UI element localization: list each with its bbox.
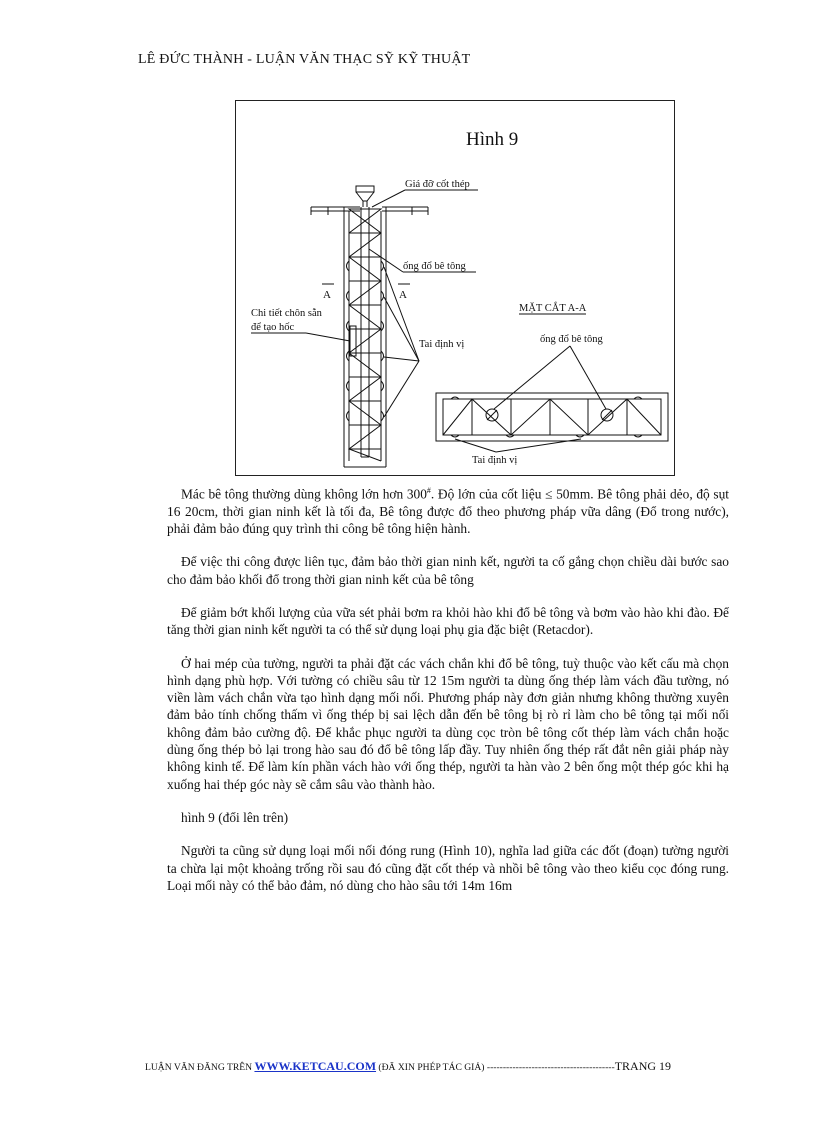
footer-suffix: (ĐÃ XIN PHÉP TÁC GIẢ) ---------------------------------------- bbox=[376, 1062, 615, 1073]
section-marker-right bbox=[398, 284, 410, 301]
paragraph-2: Để việc thi công được liên tục, đảm bảo thời gian ninh kết, người ta cố gắng chọn chiều dài bước sao cho đảm bảo khối đổ trong thời gian ninh kết của bê tông bbox=[167, 554, 729, 587]
page-footer bbox=[145, 1059, 671, 1074]
wall-column bbox=[344, 207, 386, 467]
svg-text:A: A bbox=[399, 289, 407, 301]
page-number: TRANG 19 bbox=[614, 1059, 672, 1073]
label-pipe: ống đổ bê tông bbox=[403, 261, 466, 272]
section-aa-drawing bbox=[436, 393, 668, 441]
label-spacer: Tai định vị bbox=[419, 339, 465, 350]
label-section-pipe: ống đổ bê tông bbox=[540, 334, 603, 345]
paragraph-6: Người ta cũng sử dụng loại mối nối đóng rung (Hình 10), nghĩa lad giữa các đốt (đoạn) tường người ta chừa lại một khoảng trống rồi sau đó cũng đặt cốt thép và nhồi bê tông vào theo kiểu cọc đóng rung. Loại mối này có thể bảo đảm, nó dùng cho hào sâu tới 14m 16m bbox=[167, 843, 729, 893]
footer-prefix: LUẬN VĂN ĐĂNG TRÊN bbox=[145, 1062, 255, 1073]
support-hopper bbox=[356, 186, 374, 207]
label-section-title: MẶT CẮT A-A bbox=[519, 303, 587, 314]
paragraph-1: Mác bê tông thường dùng không lớn hơn 300#. Độ lớn của cốt liệu ≤ 50mm. Bê tông phải dẻo, độ sụt 16 20cm, thời gian ninh kết là tối đa, Bê tông được đổ theo phương pháp vữa dâng (Đổ trong nước), phải đảm bảo đúng quy trình thi công bê tông hiện hành. bbox=[167, 486, 729, 537]
label-embed-line2: để tạo hốc bbox=[251, 322, 295, 333]
body-text bbox=[167, 482, 729, 910]
svg-text:A: A bbox=[323, 289, 331, 301]
ground-beam-left bbox=[311, 207, 360, 215]
figure-drawing bbox=[236, 101, 676, 477]
section-marker-left bbox=[322, 284, 334, 301]
figure-title: Hình 9 bbox=[466, 129, 519, 150]
label-section-spacer: Tai định vị bbox=[472, 455, 518, 466]
paragraph-3: Để giảm bớt khối lượng của vữa sét phải bơm ra khỏi hào khi đổ bê tông và bơm vào hào khi đào. Để tăng thời gian ninh kết người ta có thể sử dụng loại phụ gia đặc biệt (Retacdor). bbox=[167, 604, 729, 638]
label-embed-line1: Chi tiết chôn sẵn bbox=[251, 308, 322, 319]
ground-beam-right bbox=[382, 207, 428, 215]
page-header: LÊ ĐỨC THÀNH - LUẬN VĂN THẠC SỸ KỸ THUẬT bbox=[138, 52, 471, 67]
paragraph-5: hình 9 (đổi lên trên) bbox=[181, 809, 289, 825]
figure-9 bbox=[235, 100, 675, 476]
paragraph-4: Ở hai mép của tường, người ta phải đặt các vách chắn khi đổ bê tông, tuỳ thuộc vào kết cấu mà chọn hình dạng phù hợp. Với tường có chiều sâu từ 12 15m người ta dùng ống thép làm vách đầu tường, nó viền làm vách chắn vừa tạo hình dạng mối nối. Phương pháp này đơn giản nhưng không thường xuyên đảm bảo tính chống thấm vì ống thép bị sai lệch dẫn đến bê tông bị rò rỉ làm cho bê tông tại mối nối không đảm bảo cường độ. Để khắc phục người ta dùng cọc tròn bê tông cốt thép làm vách chắn hoặc dùng ống thép bỏ lại trong hào sau đó đổ bê tông lấp đầy. Tuy nhiên ống thép rất đắt nên giải pháp này không kinh tế. Để làm kín phần vách hào với ống thép, người ta hàn vào 2 bên ống một thép góc khi hạ xuống hai thép góc này sẽ cắm sâu vào thành hào. bbox=[167, 655, 729, 792]
footer-link[interactable]: WWW.KETCAU.COM bbox=[254, 1059, 377, 1073]
label-support: Giá đỡ cốt thép bbox=[405, 179, 470, 190]
